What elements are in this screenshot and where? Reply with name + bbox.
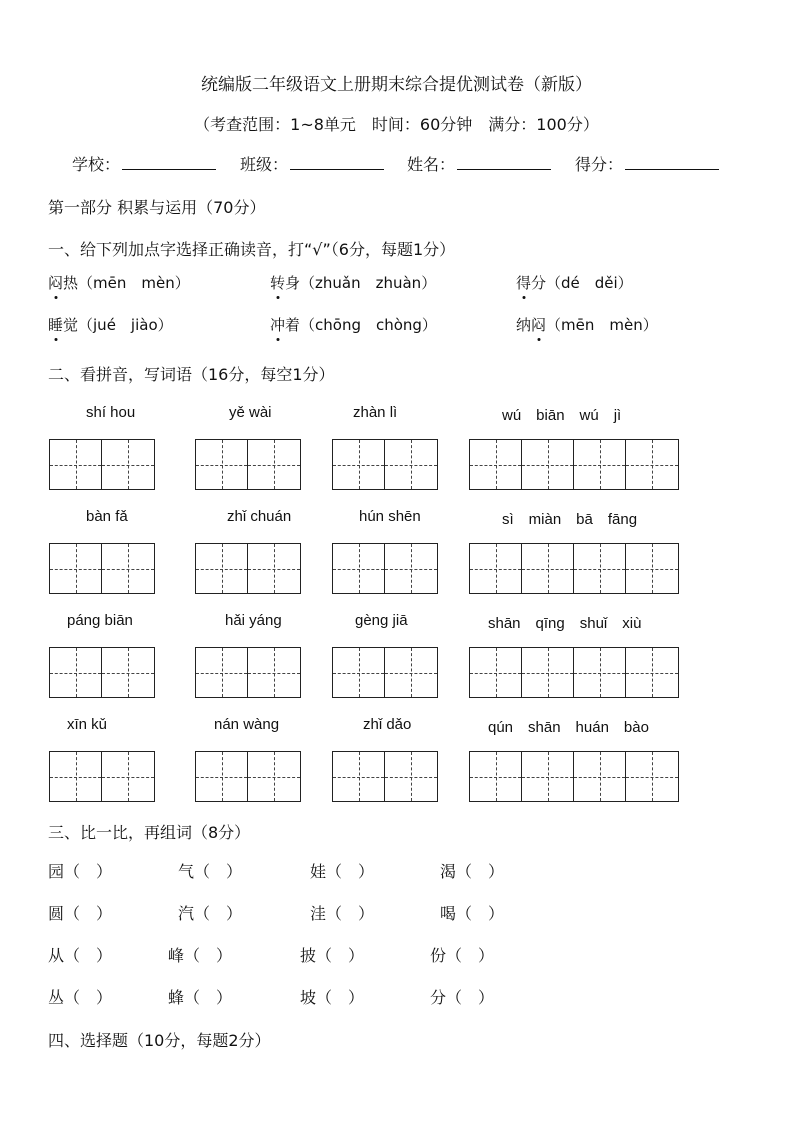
grid-cell[interactable] <box>333 648 385 697</box>
writing-grid[interactable] <box>49 439 155 490</box>
grid-cell[interactable] <box>102 440 154 489</box>
compare-item[interactable]: 园（ ） <box>48 862 113 881</box>
school-blank[interactable] <box>122 153 216 170</box>
grid-cell[interactable] <box>626 440 678 489</box>
q1-item[interactable]: 纳闷（mēn mèn） <box>516 316 658 334</box>
writing-grid[interactable] <box>332 751 438 802</box>
compare-item[interactable]: 圆（ ） <box>48 904 113 923</box>
grid-cell[interactable] <box>50 648 102 697</box>
compare-item[interactable]: 渴（ ） <box>440 862 505 881</box>
school-field[interactable] <box>72 152 216 175</box>
grid-cell[interactable] <box>248 648 300 697</box>
pinyin-label: qún shān huán bào <box>488 719 649 736</box>
grid-cell[interactable] <box>385 752 437 801</box>
pinyin-label: xīn kǔ <box>67 716 108 733</box>
compare-item[interactable]: 洼（ ） <box>310 904 375 923</box>
compare-item[interactable]: 从（ ） <box>48 946 113 965</box>
q3-heading: 三、比一比，再组词（8分） <box>48 823 251 842</box>
grid-cell[interactable] <box>574 648 626 697</box>
grid-cell[interactable] <box>102 544 154 593</box>
pinyin-label: sì miàn bā fāng <box>502 511 638 528</box>
q2-heading: 二、看拼音，写词语（16分，每空1分） <box>48 365 335 384</box>
grid-cell[interactable] <box>522 544 574 593</box>
class-blank[interactable] <box>290 153 384 170</box>
q1-item[interactable]: 转身（zhuǎn zhuàn） <box>270 274 437 292</box>
pinyin-label: shān qīng shuǐ xiù <box>488 615 642 632</box>
pinyin-label: wú biān wú jì <box>502 407 622 424</box>
dotted-char: 得 <box>516 274 532 292</box>
grid-cell[interactable] <box>196 752 248 801</box>
score-label: 得分： <box>575 155 624 174</box>
compare-item[interactable]: 蜂（ ） <box>168 988 233 1007</box>
writing-grid[interactable] <box>332 543 438 594</box>
compare-item[interactable]: 坡（ ） <box>300 988 365 1007</box>
dotted-char: 冲 <box>270 316 286 334</box>
grid-cell[interactable] <box>196 648 248 697</box>
class-field[interactable] <box>240 152 384 175</box>
document-subtitle: （考查范围：1~8单元 时间：60分钟 满分：100分） <box>194 115 599 134</box>
pinyin-label: yě wài <box>229 404 272 421</box>
writing-grid[interactable] <box>49 751 155 802</box>
dotted-char: 闷 <box>531 316 547 334</box>
score-blank[interactable] <box>625 153 719 170</box>
grid-cell[interactable] <box>385 544 437 593</box>
grid-cell[interactable] <box>626 648 678 697</box>
q1-heading: 一、给下列加点字选择正确读音，打“√”（6分，每题1分） <box>48 240 456 259</box>
writing-grid[interactable] <box>332 647 438 698</box>
grid-cell[interactable] <box>333 752 385 801</box>
writing-grid[interactable] <box>195 751 301 802</box>
compare-item[interactable]: 披（ ） <box>300 946 365 965</box>
grid-cell[interactable] <box>248 544 300 593</box>
grid-cell[interactable] <box>626 544 678 593</box>
grid-cell[interactable] <box>385 440 437 489</box>
writing-grid[interactable] <box>469 543 679 594</box>
dotted-char: 转 <box>270 274 286 292</box>
grid-cell[interactable] <box>50 752 102 801</box>
grid-cell[interactable] <box>522 648 574 697</box>
grid-cell[interactable] <box>470 648 522 697</box>
grid-cell[interactable] <box>196 544 248 593</box>
compare-item[interactable]: 份（ ） <box>430 946 495 965</box>
writing-grid[interactable] <box>49 647 155 698</box>
grid-cell[interactable] <box>333 440 385 489</box>
pinyin-label: nán wàng <box>214 716 280 733</box>
part1-heading: 第一部分 积累与运用（70分） <box>48 198 266 217</box>
dotted-char: 睡 <box>48 316 64 334</box>
pinyin-label: bàn fǎ <box>86 508 128 525</box>
q1-item[interactable]: 闷热（mēn mèn） <box>48 274 190 292</box>
compare-item[interactable]: 喝（ ） <box>440 904 505 923</box>
q4-heading: 四、选择题（10分，每题2分） <box>48 1031 271 1050</box>
grid-cell[interactable] <box>574 544 626 593</box>
pinyin-label: gèng jiā <box>355 612 408 629</box>
pinyin-label: zhǐ chuán <box>227 508 292 525</box>
grid-cell[interactable] <box>248 440 300 489</box>
name-field[interactable] <box>407 152 551 175</box>
name-blank[interactable] <box>457 153 551 170</box>
name-label: 姓名： <box>407 155 456 174</box>
writing-grid[interactable] <box>469 751 679 802</box>
pinyin-label: zhǐ dǎo <box>363 716 412 733</box>
q1-item[interactable]: 得分（dé děi） <box>516 274 633 292</box>
grid-cell[interactable] <box>333 544 385 593</box>
grid-cell[interactable] <box>574 752 626 801</box>
compare-item[interactable]: 丛（ ） <box>48 988 113 1007</box>
grid-cell[interactable] <box>470 544 522 593</box>
grid-cell[interactable] <box>102 752 154 801</box>
compare-item[interactable]: 娃（ ） <box>310 862 375 881</box>
grid-cell[interactable] <box>522 752 574 801</box>
compare-item[interactable]: 汽（ ） <box>178 904 243 923</box>
score-field[interactable] <box>575 152 719 175</box>
grid-cell[interactable] <box>470 440 522 489</box>
class-label: 班级： <box>240 155 289 174</box>
dotted-char: 闷 <box>48 274 64 292</box>
grid-cell[interactable] <box>50 544 102 593</box>
compare-item[interactable]: 气（ ） <box>178 862 243 881</box>
writing-grid[interactable] <box>469 439 679 490</box>
q1-item[interactable]: 睡觉（jué jiào） <box>48 316 173 334</box>
pinyin-label: shí hou <box>86 404 136 421</box>
grid-cell[interactable] <box>470 752 522 801</box>
writing-grid[interactable] <box>195 543 301 594</box>
writing-grid[interactable] <box>332 439 438 490</box>
writing-grid[interactable] <box>195 439 301 490</box>
grid-cell[interactable] <box>385 648 437 697</box>
grid-cell[interactable] <box>248 752 300 801</box>
grid-cell[interactable] <box>196 440 248 489</box>
grid-cell[interactable] <box>102 648 154 697</box>
compare-item[interactable]: 分（ ） <box>430 988 495 1007</box>
school-label: 学校： <box>72 155 121 174</box>
grid-cell[interactable] <box>626 752 678 801</box>
pinyin-label: páng biān <box>67 612 133 629</box>
pinyin-label: hǎi yáng <box>225 612 282 629</box>
grid-cell[interactable] <box>574 440 626 489</box>
pinyin-label: hún shēn <box>359 508 421 525</box>
q1-item[interactable]: 冲着（chōng chòng） <box>270 316 437 334</box>
writing-grid[interactable] <box>49 543 155 594</box>
writing-grid[interactable] <box>195 647 301 698</box>
writing-grid[interactable] <box>469 647 679 698</box>
compare-item[interactable]: 峰（ ） <box>168 946 233 965</box>
document-title: 统编版二年级语文上册期末综合提优测试卷（新版） <box>201 75 592 95</box>
grid-cell[interactable] <box>522 440 574 489</box>
pinyin-label: zhàn lì <box>353 404 398 421</box>
grid-cell[interactable] <box>50 440 102 489</box>
